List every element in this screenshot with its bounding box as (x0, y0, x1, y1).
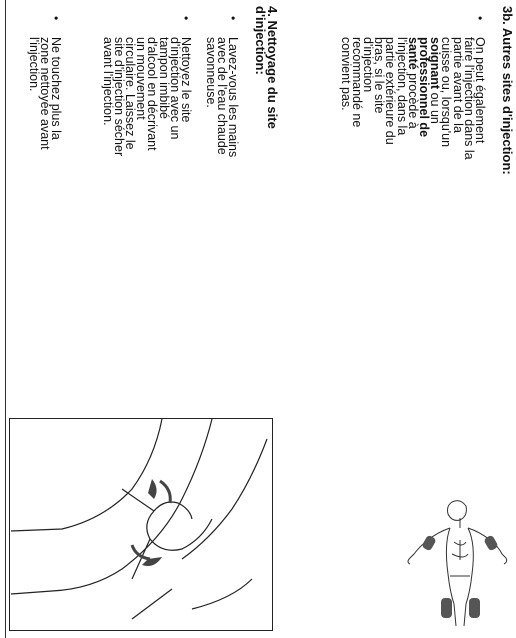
bold-text-soignant: soignant (428, 37, 443, 90)
bullet-text: Nettoyez le site d'injection avec un tampon imbibé d'alcool en décrivant un mouvement circulaire. Laissez le site d'injection sécher avant l'injection. (100, 37, 193, 157)
section-3b-bullet (338, 16, 487, 297)
bullet-text: Ne touchez plus la zone nettoyée avant l'injection. (26, 37, 63, 150)
bullet-text: Lavez-vous les mains avec de l'eau chaude savonneuse. (203, 37, 240, 158)
page-divider (5, 0, 6, 638)
section-4-bullet (203, 16, 240, 237)
alcohol-swab-cleaning-illustration (11, 419, 272, 629)
text-run: ou un (428, 92, 443, 124)
section-3b-title: 3b. Autres sites d'injection: (500, 6, 515, 175)
text-run: On peut également faire l'injection dans la partie avant de la cuisse ou, lorsqu'un (439, 37, 487, 160)
bullet-marker: • (49, 16, 63, 21)
bullet-marker: • (179, 16, 193, 21)
bold-text-professionnel: professionnel de santé (405, 37, 431, 138)
bullet-text (339, 37, 485, 297)
body-diagram-illustration (402, 496, 510, 628)
section-4-bullet (100, 16, 193, 237)
section-4-bullet (26, 16, 63, 237)
cleaning-illustration-frame (9, 418, 273, 631)
text-run: procède à l'injection, dans la partie extérieure du bras, si le site d'injection recommandé ne convient pas. (338, 37, 420, 145)
bullet-marker: • (473, 16, 487, 21)
section-4-title: 4. Nettoyage du site d'injection: (253, 6, 280, 129)
bullet-marker: • (226, 16, 240, 21)
